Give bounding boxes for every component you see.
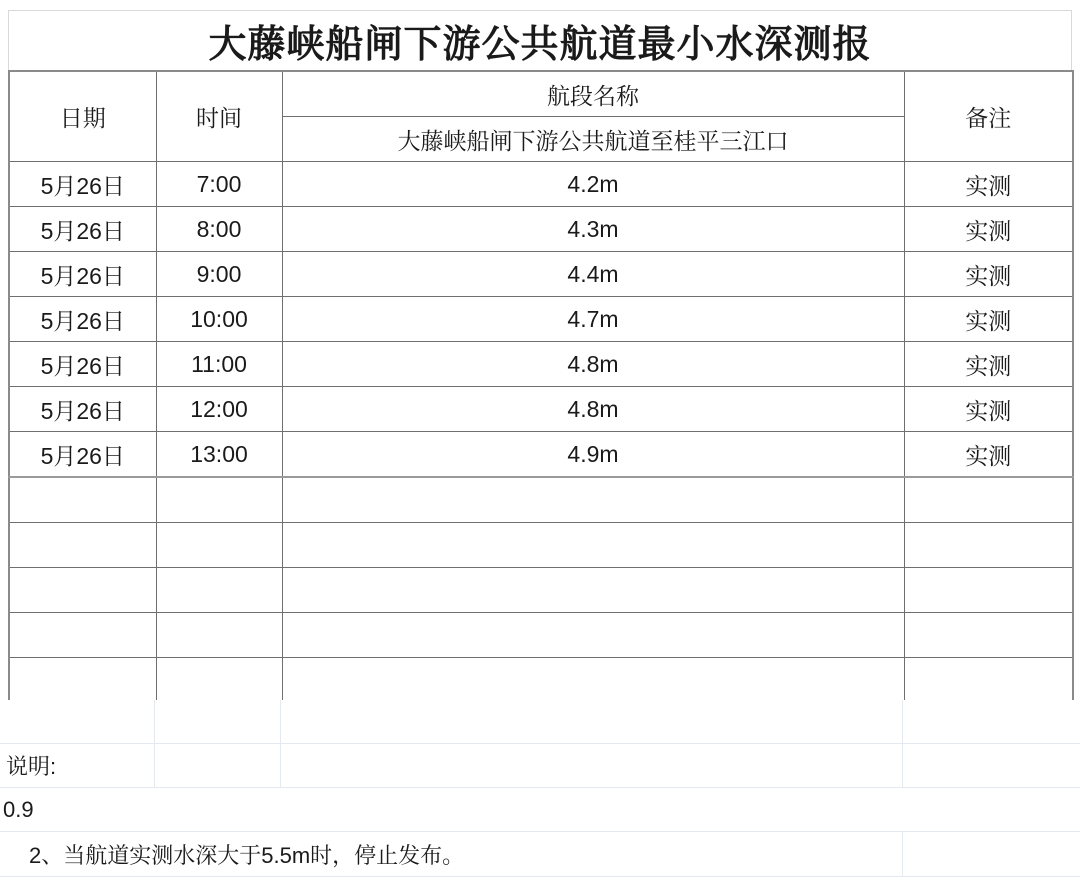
depth-cell: 4.8m xyxy=(282,387,904,432)
depth-cell: 4.7m xyxy=(282,297,904,342)
footer-empty-cell xyxy=(155,700,281,743)
table-row xyxy=(9,297,1073,342)
date-cell: 5月26日 xyxy=(9,207,156,252)
footer-empty-cell xyxy=(903,700,1080,743)
time-cell: 11:00 xyxy=(156,342,282,387)
header-date: 日期 xyxy=(9,71,156,162)
footer-empty-cell xyxy=(903,832,1080,876)
depth-cell: 4.4m xyxy=(282,252,904,297)
depth-table xyxy=(8,70,1074,704)
footer-empty-cell xyxy=(281,744,903,787)
header-row xyxy=(9,71,1073,117)
empty-table-row xyxy=(9,613,1073,658)
header-time: 时间 xyxy=(156,71,282,162)
footer-empty-cell xyxy=(903,744,1080,787)
date-cell: 5月26日 xyxy=(9,387,156,432)
note-label-cell: 说明: xyxy=(0,744,155,787)
footer-empty-cell xyxy=(281,700,903,743)
depth-cell: 4.8m xyxy=(282,342,904,387)
remark-cell: 实测 xyxy=(904,342,1073,387)
remark-cell: 实测 xyxy=(904,252,1073,297)
table-row xyxy=(9,432,1073,478)
date-cell: 5月26日 xyxy=(9,297,156,342)
depth-cell: 4.9m xyxy=(282,432,904,478)
depth-cell: 4.3m xyxy=(282,207,904,252)
depth-cell: 4.2m xyxy=(282,162,904,207)
segment-subtitle: 大藤峡船闸下游公共航道至桂平三江口 xyxy=(282,117,904,162)
empty-table-row xyxy=(9,523,1073,568)
remark-cell: 实测 xyxy=(904,297,1073,342)
stray-value-row xyxy=(0,788,1080,832)
table-row xyxy=(9,162,1073,207)
date-cell: 5月26日 xyxy=(9,342,156,387)
empty-table-row xyxy=(9,658,1073,704)
title-band xyxy=(8,10,1072,70)
remark-cell: 实测 xyxy=(904,387,1073,432)
empty-table-row xyxy=(9,568,1073,613)
table-row xyxy=(9,342,1073,387)
footer-note-label-row xyxy=(0,744,1080,788)
date-cell: 5月26日 xyxy=(9,252,156,297)
remark-cell: 实测 xyxy=(904,432,1073,478)
date-cell: 5月26日 xyxy=(9,432,156,478)
table-row xyxy=(9,207,1073,252)
empty-table-row xyxy=(9,477,1073,523)
footer-empty-cell xyxy=(0,700,155,743)
time-cell: 7:00 xyxy=(156,162,282,207)
table-row xyxy=(9,252,1073,297)
table-row xyxy=(9,387,1073,432)
time-cell: 13:00 xyxy=(156,432,282,478)
header-segment: 航段名称 xyxy=(282,71,904,117)
page-title: 大藤峡船闸下游公共航道最小水深测报 xyxy=(208,24,872,66)
footer-empty-cell xyxy=(155,744,281,787)
remark-cell: 实测 xyxy=(904,207,1073,252)
date-cell: 5月26日 xyxy=(9,162,156,207)
time-cell: 12:00 xyxy=(156,387,282,432)
header-remark: 备注 xyxy=(904,71,1073,162)
footer-note2-row xyxy=(0,832,1080,877)
time-cell: 8:00 xyxy=(156,207,282,252)
remark-cell: 实测 xyxy=(904,162,1073,207)
stray-value: 0.9 xyxy=(3,796,34,822)
note2-cell: 2、当航道实测水深大于5.5m时，停止发布。 xyxy=(0,832,903,876)
footer-empty-row xyxy=(0,700,1080,744)
time-cell: 9:00 xyxy=(156,252,282,297)
time-cell: 10:00 xyxy=(156,297,282,342)
